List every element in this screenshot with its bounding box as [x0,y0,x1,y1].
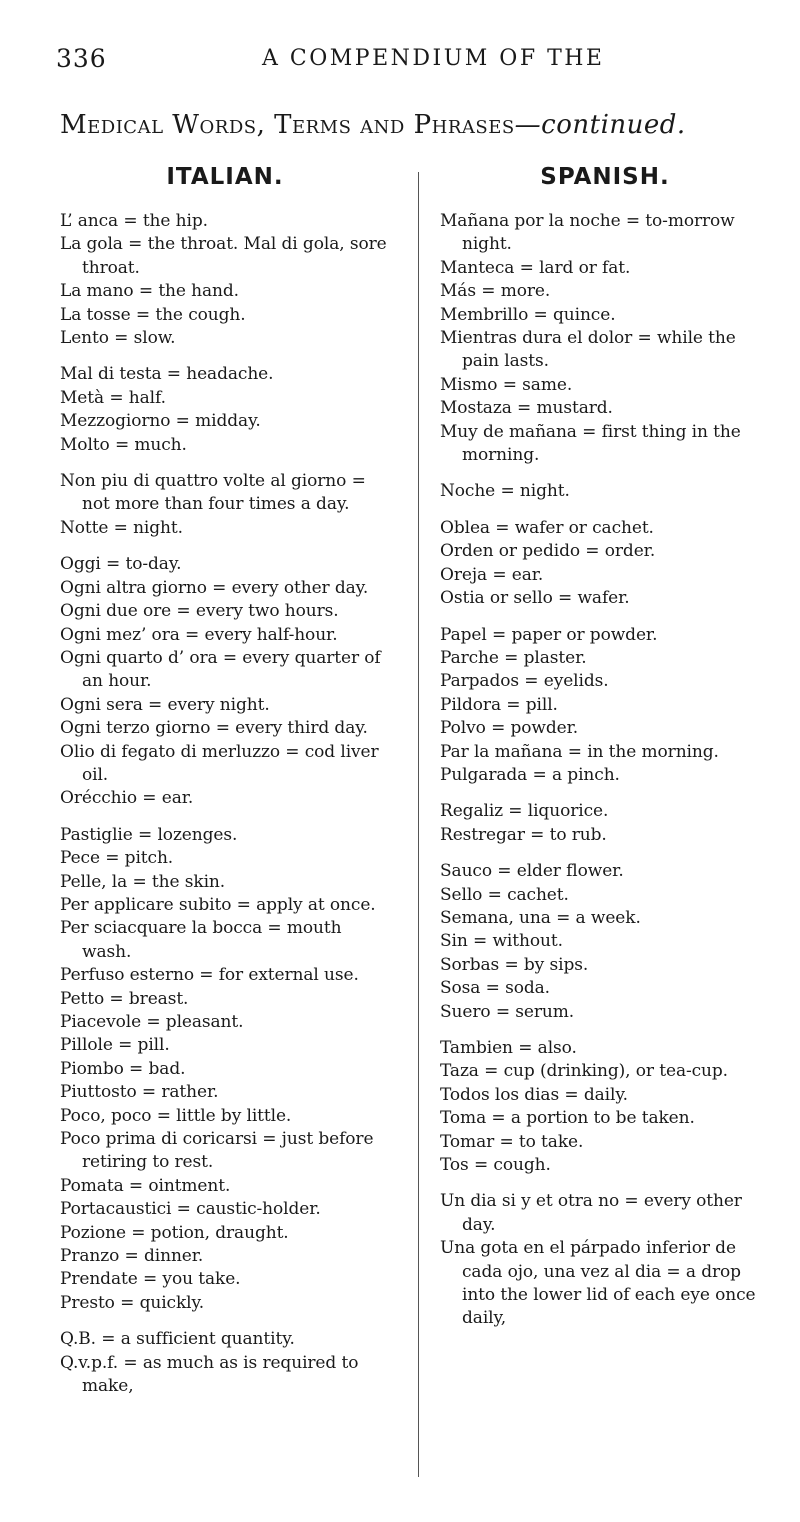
glossary-entry: Muy de mañana = first thing in the morning. [440,421,741,466]
glossary-entry: Prendate = you take. [60,1269,241,1290]
glossary-entry: Pulgarada = a pinch. [440,764,620,785]
glossary-entry: Pozione = potion, draught. [60,1222,289,1243]
glossary-entry: Poco prima di coricarsi = just before retiring to rest. [60,1129,374,1173]
column-divider [418,172,419,1477]
section-title-main: Medical Words, Terms and Phrases [60,110,515,140]
glossary-entry: Petto = breast. [60,988,189,1009]
glossary-entry: Presto = quickly. [60,1292,205,1313]
glossary-entry: Toma = a portion to be taken. [440,1108,695,1129]
glossary-entry: Pastiglie = lozenges. [60,824,238,845]
spanish-column [440,160,770,1344]
glossary-entry: Orécchio = ear. [60,788,194,809]
glossary-entry: Ogni altra giorno = every other day. [60,577,369,598]
entry-group [440,624,770,788]
glossary-entry: Más = more. [440,281,551,302]
glossary-entry: La gola = the throat. Mal di gola, sore throat. [60,234,387,278]
glossary-entry: Pomata = ointment. [60,1175,231,1196]
glossary-entry: Semana, una = a week. [440,907,641,928]
entry-group [60,824,390,1316]
glossary-entry: Tos = cough. [440,1155,551,1176]
glossary-entry: L’ anca = the hip. [60,211,208,231]
glossary-entry: Q.v.p.f. = as much as is required to make, [60,1352,359,1397]
glossary-entry: Oreja = ear. [440,564,544,585]
glossary-entry: Piuttosto = rather. [60,1082,219,1103]
glossary-entry: Pelle, la = the skin. [60,871,226,892]
glossary-entry: Mismo = same. [440,374,573,395]
glossary-entry: Metà = half. [60,387,166,408]
glossary-entry: Ostia or sello = wafer. [440,588,630,609]
glossary-entry: Parpados = eyelids. [440,671,609,692]
glossary-entry: Papel = paper or powder. [440,624,658,645]
glossary-entry: Sello = cachet. [440,884,569,905]
running-head [0,44,800,84]
glossary-entry: Noche = night. [440,481,570,502]
entry-group [60,210,390,350]
glossary-entry: Una gota en el párpado inferior de cada ojo, una vez al dia = a drop into the lower lid of each eye once daily, [440,1238,756,1329]
book-title: A COMPENDIUM OF THE [262,46,605,71]
glossary-entry: Oggi = to-day. [60,554,182,575]
section-title-continued: —continued. [514,110,686,140]
glossary-entry: Restregar = to rub. [440,824,607,845]
glossary-entry: Ogni quarto d’ ora = every quarter of an hour. [60,647,381,692]
entry-group [60,363,390,457]
glossary-entry: Polvo = powder. [440,718,579,739]
glossary-entry: Parche = plaster. [440,647,587,668]
glossary-entry: Ogni mez’ ora = every half-hour. [60,624,338,645]
glossary-entry: La tosse = the cough. [60,304,246,325]
entry-group [60,1328,390,1398]
glossary-entry: Par la mañana = in the morning. [440,741,719,762]
glossary-entry: Pildora = pill. [440,694,558,715]
spanish-heading: SPANISH. [540,164,670,190]
entry-group [440,860,770,1024]
entry-group [440,210,770,467]
entry-group [440,1037,770,1177]
glossary-entry: Manteca = lard or fat. [440,257,631,278]
glossary-entry: Ogni sera = every night. [60,694,270,715]
glossary-entry: Notte = night. [60,517,183,538]
glossary-entry: Ogni due ore = every two hours. [60,601,339,622]
glossary-entry: Olio di fegato di merluzzo = cod liver oil. [60,741,379,785]
glossary-entry: Sauco = elder flower. [440,861,624,882]
glossary-entry: Portacaustici = caustic-holder. [60,1199,321,1220]
glossary-entry: Perfuso esterno = for external use. [60,965,359,986]
glossary-entry: Tomar = to take. [440,1131,584,1152]
glossary-entry: Piombo = bad. [60,1058,186,1079]
glossary-entry: Pranzo = dinner. [60,1246,204,1267]
glossary-entry: Taza = cup (drinking), or tea-cup. [440,1061,728,1082]
glossary-entry: Sin = without. [440,931,563,952]
glossary-entry: Lento = slow. [60,328,176,349]
section-title [60,110,780,140]
glossary-entry: Per applicare subito = apply at once. [60,894,376,915]
italian-heading: ITALIAN. [166,164,284,190]
glossary-entry: Mañana por la noche = to-morrow night. [440,211,735,255]
glossary-entry: Oblea = wafer or cachet. [440,517,654,538]
glossary-entry: Pillole = pill. [60,1035,170,1056]
glossary-entry: Tambien = also. [440,1038,577,1058]
glossary-entry: La mano = the hand. [60,281,239,302]
glossary-entry: Todos los dias = daily. [440,1084,628,1105]
glossary-entry: Regaliz = liquorice. [440,801,609,822]
entry-group [60,470,390,540]
glossary-entry: Pece = pitch. [60,848,174,869]
glossary-entry: Orden or pedido = order. [440,541,656,562]
glossary-entry: Mal di testa = headache. [60,364,274,385]
glossary-entry: Q.B. = a sufficient quantity. [60,1329,295,1350]
glossary-entry: Molto = much. [60,434,187,455]
entry-group [440,800,770,847]
glossary-entry: Sosa = soda. [440,978,550,999]
glossary-entry: Suero = serum. [440,1001,575,1022]
glossary-entry: Membrillo = quince. [440,304,616,325]
glossary-entry: Mostaza = mustard. [440,398,613,419]
glossary-entry: Piacevole = pleasant. [60,1012,244,1032]
entry-group [440,517,770,611]
page-number: 336 [56,44,107,73]
glossary-entry: Mientras dura el dolor = while the pain lasts. [440,328,736,372]
glossary-entry: Un dia si y et otra no = every other day. [440,1191,742,1235]
glossary-entry: Per sciacquare la bocca = mouth wash. [60,918,342,962]
italian-entries [60,210,390,1399]
italian-column [60,160,390,1412]
glossary-entry: Ogni terzo giorno = every third day. [60,718,368,739]
glossary-entry: Non piu di quattro volte al giorno = not more than four times a day. [60,471,366,515]
glossary-entry: Mezzogiorno = midday. [60,411,261,432]
entry-group [60,553,390,810]
spanish-entries [440,210,770,1331]
entry-group [440,1190,770,1330]
glossary-entry: Sorbas = by sips. [440,954,589,975]
entry-group [440,480,770,503]
glossary-entry: Poco, poco = little by little. [60,1105,292,1126]
